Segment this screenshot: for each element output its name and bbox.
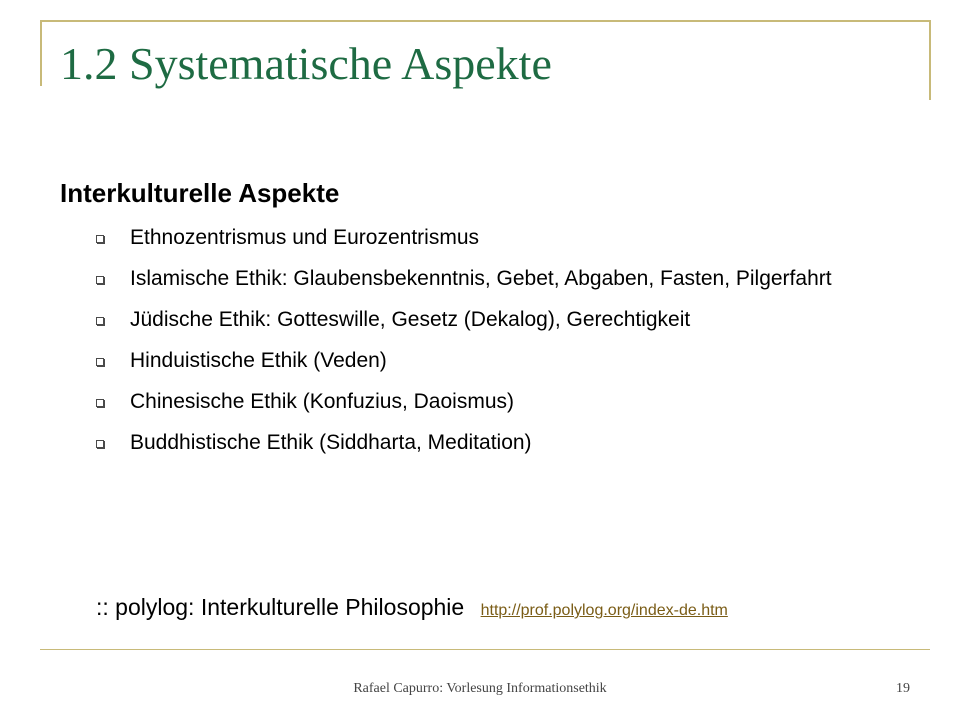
hollow-square-bullet-icon <box>96 440 104 448</box>
reference-line <box>96 592 728 626</box>
frame-right-line <box>929 20 931 100</box>
bullet-item <box>96 388 886 416</box>
bullet-text: Islamische Ethik: Glaubensbekenntnis, Gebet, Abgaben, Fasten, Pilgerfahrt <box>130 267 832 290</box>
polylog-link[interactable]: http://prof.polylog.org/index-de.htm <box>480 602 728 619</box>
bullet-text: Chinesische Ethik (Konfuzius, Daoismus) <box>130 390 514 413</box>
frame-left-line <box>40 20 42 86</box>
slide-title: 1.2 Systematische Aspekte <box>60 38 552 89</box>
bullet-item <box>96 224 886 252</box>
frame-top-line <box>40 20 930 22</box>
footer-author: Rafael Capurro: Vorlesung Informationsethik <box>353 681 607 696</box>
hollow-square-bullet-icon <box>96 399 104 407</box>
hollow-square-bullet-icon <box>96 358 104 366</box>
section-heading: Interkulturelle Aspekte <box>60 178 340 208</box>
bullet-text: Buddhistische Ethik (Siddharta, Meditation) <box>130 431 532 454</box>
bullet-item <box>96 347 886 375</box>
bullet-item <box>96 306 886 334</box>
bullet-text: Ethnozentrismus und Eurozentrismus <box>130 226 479 249</box>
reference-text: :: polylog: Interkulturelle Philosophie <box>96 594 465 620</box>
bullet-item <box>96 429 886 457</box>
hollow-square-bullet-icon <box>96 317 104 325</box>
hollow-square-bullet-icon <box>96 276 104 284</box>
page-number: 19 <box>896 681 910 696</box>
bullet-list <box>96 224 886 470</box>
bullet-text: Hinduistische Ethik (Veden) <box>130 349 387 372</box>
hollow-square-bullet-icon <box>96 235 104 243</box>
bullet-item <box>96 265 886 293</box>
bullet-text: Jüdische Ethik: Gotteswille, Gesetz (Dekalog), Gerechtigkeit <box>130 308 691 331</box>
footer-divider <box>40 649 930 650</box>
